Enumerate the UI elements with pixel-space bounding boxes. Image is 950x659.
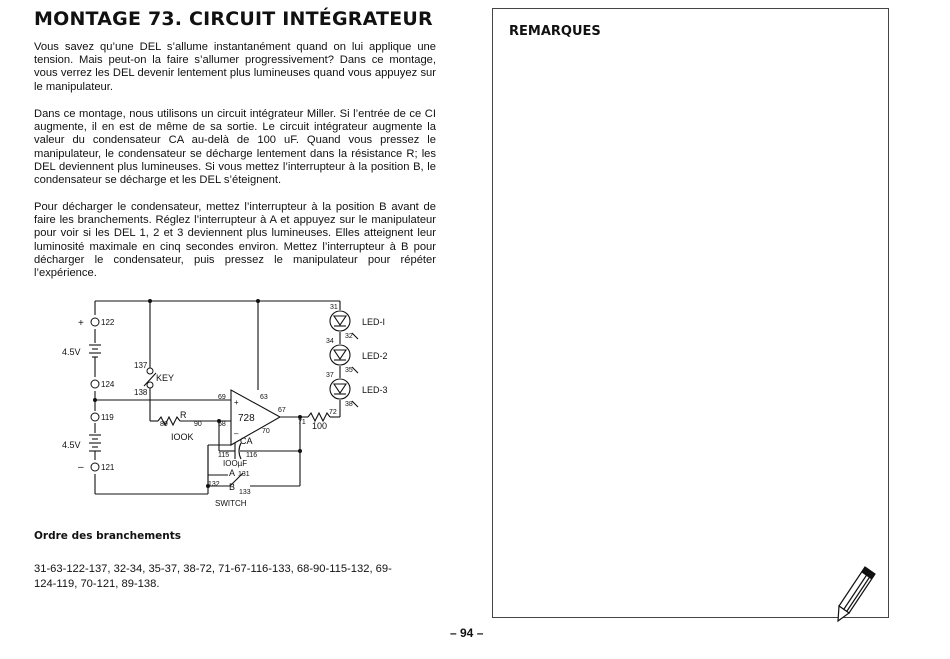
terminal-131: 131 bbox=[238, 471, 250, 478]
battery-2-voltage: 4.5V bbox=[62, 440, 81, 450]
terminal-68: 68 bbox=[218, 421, 226, 428]
terminal-133: 133 bbox=[239, 489, 251, 496]
resistor-r-value: IOOK bbox=[171, 432, 194, 442]
terminal-38: 38 bbox=[345, 401, 353, 408]
resistor-r-label: R bbox=[180, 410, 187, 420]
ic-minus-label: – bbox=[234, 429, 239, 438]
ic-plus-label: + bbox=[234, 398, 239, 407]
resistor-100 bbox=[308, 413, 330, 421]
switch-label: SWITCH bbox=[215, 499, 247, 508]
terminal-63: 63 bbox=[260, 394, 268, 401]
switch-b-label: B bbox=[229, 482, 236, 492]
led-3-diode bbox=[334, 384, 346, 393]
terminal-72: 72 bbox=[329, 409, 337, 416]
terminal-32: 32 bbox=[345, 333, 353, 340]
key-switch bbox=[144, 373, 156, 386]
remarks-heading: REMARQUES bbox=[509, 24, 601, 39]
key-label: KEY bbox=[156, 373, 175, 383]
circuit-schematic bbox=[58, 293, 388, 510]
led-1-diode bbox=[334, 316, 346, 325]
battery-minus-label: – bbox=[78, 462, 84, 473]
terminal-90: 90 bbox=[194, 421, 202, 428]
battery-plus-label: + bbox=[78, 318, 84, 329]
terminal-37: 37 bbox=[326, 372, 334, 379]
intro-paragraph: Vous savez qu’une DEL s’allume instantanément quand on lui applique une tension. Mais peut-on la faire s’allumer progressivement? Dans ce montage, vous verrez les DEL devenir lentement plus lumineuses quand vous appuyez sur le manipulateur. bbox=[34, 41, 436, 93]
terminal-67: 67 bbox=[278, 407, 286, 414]
terminal-69: 69 bbox=[218, 394, 226, 401]
pencil-icon bbox=[835, 565, 877, 623]
switch-a-label: A bbox=[229, 468, 236, 478]
terminal-89: 89 bbox=[160, 421, 168, 428]
led-3-body bbox=[330, 379, 350, 399]
terminal-35: 35 bbox=[345, 367, 353, 374]
remarks-box bbox=[492, 8, 889, 618]
connection-order-text: 31-63-122-137, 32-34, 35-37, 38-72, 71-67-116-133, 68-90-115-132, 69-124-119, 70-121, 89-138. bbox=[34, 563, 392, 590]
terminal-132: 132 bbox=[208, 481, 220, 488]
led-1-body bbox=[330, 311, 350, 331]
terminal-70: 70 bbox=[262, 428, 270, 435]
terminal-119: 119 bbox=[101, 413, 114, 422]
led-1-label: LED-I bbox=[362, 317, 386, 327]
battery-1-voltage: 4.5V bbox=[62, 347, 81, 357]
led-2-label: LED-2 bbox=[362, 351, 388, 361]
explanation-paragraph: Dans ce montage, nous utilisons un circuit intégrateur Miller. Si l’entrée de ce CI augmente, il en est de même de sa sortie. Le circuit intégrateur augmente la valeur du condensateur CA au-delà de 100 uF. Quand vous pressez le manipulateur, le condensateur se décharge lentement dans la résistance R; les DEL deviennent plus lumineuses. Si vous mettez l’interrupteur à la position B, le condensateur se décharge et les DEL s’éteignent. bbox=[34, 108, 436, 187]
page-title: MONTAGE 73. CIRCUIT INTÉGRATEUR bbox=[34, 8, 433, 30]
terminal-121: 121 bbox=[101, 463, 115, 472]
page-number: – 94 – bbox=[450, 626, 484, 640]
capacitor-value: IOOµF bbox=[223, 459, 248, 468]
terminal-122: 122 bbox=[101, 318, 115, 327]
led-3-label: LED-3 bbox=[362, 385, 388, 395]
terminal-31: 31 bbox=[330, 304, 338, 311]
capacitor-ca-label: CA bbox=[240, 436, 253, 446]
ic-label: 728 bbox=[238, 413, 255, 424]
terminal-124: 124 bbox=[101, 380, 115, 389]
connection-order-heading: Ordre des branchements bbox=[34, 530, 181, 542]
terminal-116: 116 bbox=[246, 452, 258, 459]
terminal-71: 71 bbox=[298, 419, 306, 426]
terminal-115: 115 bbox=[218, 452, 230, 459]
terminal-138: 138 bbox=[134, 388, 148, 397]
terminal-137: 137 bbox=[134, 361, 148, 370]
procedure-paragraph: Pour décharger le condensateur, mettez l’interrupteur à la position B avant de faire les branchements. Réglez l’interrupteur à A et appuyez sur le manipulateur pour voir si les DEL 1, 2 et 3 deviennent plus lumineuses. Elles atteignent leur luminosité maximale en cinq secondes environ. Mettez l’interrupteur à B pour décharger le condensateur, puis pressez le manipulateur pour répéter l’expérience. bbox=[34, 201, 436, 280]
resistor-100-value: 100 bbox=[312, 421, 328, 431]
terminal-34: 34 bbox=[326, 338, 334, 345]
led-2-body bbox=[330, 345, 350, 365]
led-2-diode bbox=[334, 350, 346, 359]
